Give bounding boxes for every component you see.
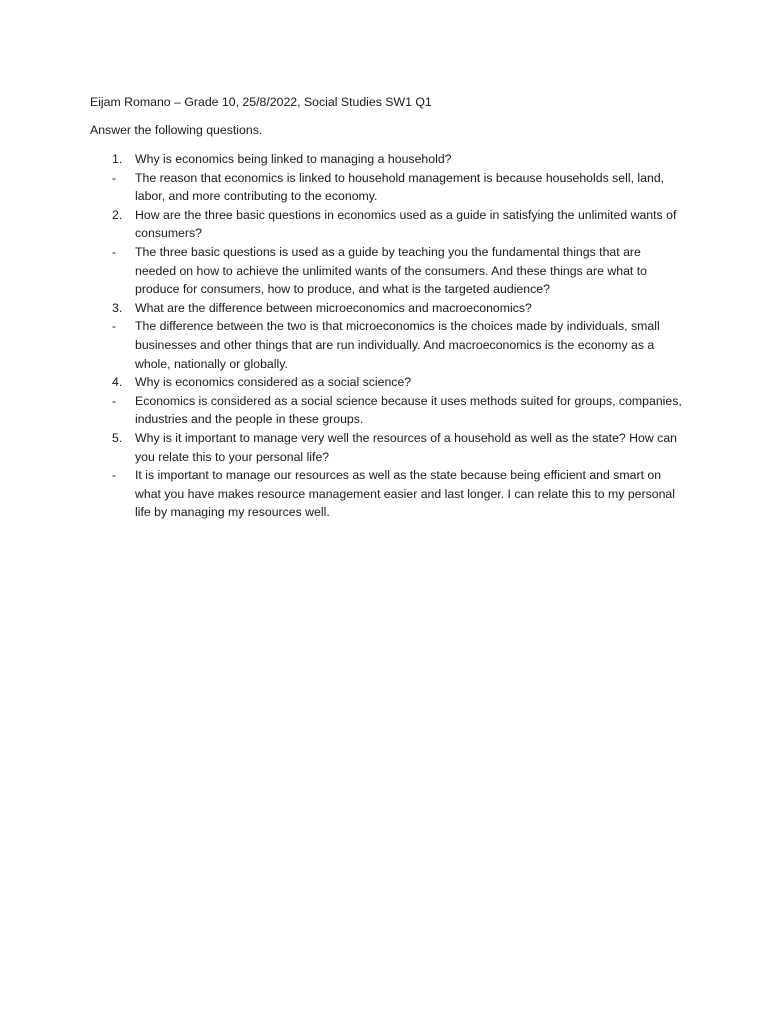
answer-dash-marker: - (112, 393, 117, 408)
answer-text: Economics is considered as a social science because it uses methods suited for groups, companies, industries and the people in these groups. (135, 393, 682, 427)
answer-row (90, 392, 690, 429)
question-text: How are the three basic questions in economics used as a guide in satisfying the unlimited wants of consumers? (135, 207, 677, 241)
question-number: 1. (112, 152, 123, 166)
answer-text: The difference between the two is that microeconomics is the choices made by individuals, small businesses and other things that are run individually. And macroeconomics is the economy as a whole, nationally or globally. (135, 319, 660, 371)
question-text: Why is economics being linked to managing a household? (135, 152, 452, 166)
answer-dash-marker: - (112, 170, 117, 185)
answer-text: The reason that economics is linked to household management is because households sell, land, labor, and more contributing to the economy. (135, 170, 665, 204)
question-row (90, 429, 690, 466)
question-number: 3. (112, 300, 123, 315)
question-row (90, 150, 690, 169)
answer-row (90, 243, 690, 299)
document-header: Eijam Romano – Grade 10, 25/8/2022, Social Studies SW1 Q1 (90, 95, 432, 109)
answer-dash-marker: - (112, 319, 117, 334)
answer-text: The three basic questions is used as a guide by teaching you the fundamental things that are needed on how to achieve the unlimited wants of the consumers. And these things are what to produce for consumers, how to produce, and what is the targeted audience? (135, 244, 648, 297)
question-number: 2. (112, 207, 123, 222)
question-row (90, 206, 690, 243)
question-row (90, 373, 690, 392)
question-number: 5. (112, 430, 123, 445)
question-number: 4. (112, 375, 123, 390)
answer-dash-marker: - (112, 244, 117, 259)
answer-row (90, 317, 690, 373)
answer-row (90, 466, 690, 522)
question-text: Why is it important to manage very well the resources of a household as well as the state? How can you relate this to your personal life? (135, 430, 678, 464)
answer-dash-marker: - (112, 468, 117, 483)
question-text: What are the difference between microeconomics and macroeconomics? (135, 300, 532, 315)
answer-row (90, 169, 690, 206)
question-answer-list (90, 150, 690, 522)
instructions-text: Answer the following questions. (90, 123, 263, 137)
answer-text: It is important to manage our resources as well as the state because being efficient and smart on what you have makes resource management easier and last longer. I can relate this to my personal life by managing my resources well. (135, 468, 675, 520)
question-row (90, 299, 690, 318)
question-text: Why is economics considered as a social science? (135, 375, 412, 390)
